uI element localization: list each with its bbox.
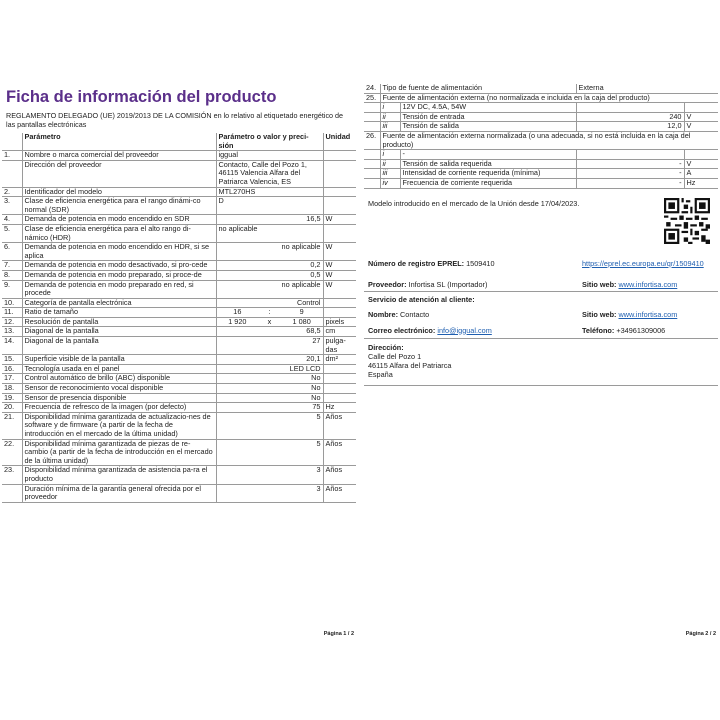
table-row: 2. Identificador del modelo MTL270HS: [2, 187, 356, 197]
table-row: 6. Demanda de potencia en modo encendido en HDR, si se aplica no aplicable W: [2, 243, 356, 261]
supplier-info: Modelo introducido en el mercado de la Unión desde 17/04/2023. Número de registro EPREL: 1509410 https://eprel.ec.europa.eu/qr/1509410 Proveedor: Infortisa SL (Importador) Sitio web: www.infortisa.com Servicio de atención al cliente: Nombre: Contacto Sitio web: www.infortisa.com Correo electrónico: info@iggual.com Teléfono: +34961309006 Dirección: Calle del Pozo 1 46115 Alfara del Patriarca España: [364, 195, 718, 386]
page-title: Ficha de información del producto: [6, 88, 277, 106]
phone-number: +34961309006: [616, 325, 666, 335]
table-row: i 12V DC, 4.5A, 54W: [364, 103, 718, 113]
table-row: 21. Disponibilidad mínima garantizada de actualizacio-nes de software y de firmware (a partir de la fecha de introducción en el mercado de la última unidad) 5 Años: [2, 412, 356, 439]
table-row: 18. Sensor de reconocimiento vocal disponible No: [2, 384, 356, 394]
table-header: [2, 133, 356, 151]
table-row: 5. Clase de eficiencia energética para el alto rango di-námico (HDR) no aplicable: [2, 224, 356, 242]
table-row: 25. Fuente de alimentación externa (no normalizada e incluida en la caja del producto): [364, 93, 718, 103]
table-row: 8. Demanda de potencia en modo preparado, si proce-de 0,5 W: [2, 270, 356, 280]
eprel-link[interactable]: https://eprel.ec.europa.eu/qr/1509410: [582, 258, 704, 268]
header-unit: Unidad: [323, 133, 356, 151]
contact-name: Contacto: [400, 309, 430, 319]
table-row: 7. Demanda de potencia en modo desactivado, si pro-cede 0,2 W: [2, 261, 356, 271]
header-value: Parámetro o valor y preci-sión: [216, 133, 323, 151]
table-row: Dirección del proveedor Contacto, Calle del Pozo 1, 46115 Valencia Alfara del Patriarca Valencia, ES: [2, 160, 356, 187]
table-row: 19. Sensor de presencia disponible No: [2, 393, 356, 403]
address-block: Dirección: Calle del Pozo 1 46115 Alfara del Patriarca España: [368, 342, 452, 379]
product-info-table: [2, 133, 356, 503]
table-row: ii Tensión de entrada 240 V: [364, 112, 718, 122]
table-row: iii Tensión de salida 12,0 V: [364, 122, 718, 132]
table-row: 23. Disponibilidad mínima garantizada de asistencia pa-ra el producto 3 Años: [2, 466, 356, 484]
table-row: 20. Frecuencia de refresco de la imagen (por defecto) 75 Hz: [2, 403, 356, 413]
table-row: i -: [364, 150, 718, 160]
power-supply-table: [364, 84, 718, 189]
table-row: 9. Demanda de potencia en modo preparado en red, si procede no aplicable W: [2, 280, 356, 298]
table-row: iv Frecuencia de corriente requerida - Hz: [364, 178, 718, 188]
supplier-website-link[interactable]: www.infortisa.com: [618, 279, 678, 289]
table-row: 24. Tipo de fuente de alimentación Externa: [364, 84, 718, 93]
table-row: iii Intensidad de corriente requerida (mínima) - A: [364, 169, 718, 179]
email-link[interactable]: info@iggual.com: [437, 325, 492, 335]
market-introduction: Modelo introducido en el mercado de la Unión desde 17/04/2023.: [368, 198, 580, 208]
page-number: Página 2 / 2: [685, 631, 716, 637]
table-row: 15. Superficie visible de la pantalla 20,1 dm²: [2, 355, 356, 365]
customer-service-heading: Servicio de atención al cliente:: [368, 294, 475, 304]
header-param: Parámetro: [22, 133, 216, 151]
eprel-number: 1509410: [466, 258, 495, 268]
page-one: [2, 84, 356, 637]
page-two: [364, 83, 718, 637]
table-row: 4. Demanda de potencia en modo encendido en SDR 16,5 W: [2, 215, 356, 225]
regulation-subtitle: REGLAMENTO DELEGADO (UE) 2019/2013 DE LA COMISIÓN en lo relativo al etiquetado energético de las pantallas electrónicas: [6, 111, 344, 129]
supplier-name: Infortisa SL (Importador): [408, 279, 488, 289]
table-row: Duración mínima de la garantía general ofrecida por el proveedor 3 Años: [2, 484, 356, 502]
service-website-link[interactable]: www.infortisa.com: [618, 309, 678, 319]
table-row: ii Tensión de salida requerida - V: [364, 159, 718, 169]
page-number: Página 1 / 2: [323, 631, 354, 637]
table-row: 12. Resolución de pantalla 1 920 x 1 080 pixels: [2, 317, 356, 327]
table-row: 26. Fuente de alimentación externa normalizada (o una adecuada, si no está incluida en la caja del producto): [364, 131, 718, 149]
table-row: 3. Clase de eficiencia energética para el rango dinámi-co normal (SDR) D: [2, 197, 356, 215]
table-row: 11. Ratio de tamaño 16 : 9: [2, 308, 356, 318]
table-row: 17. Control automático de brillo (ABC) disponible No: [2, 374, 356, 384]
table-row: 1. Nombre o marca comercial del proveedor iggual: [2, 151, 356, 161]
qr-code-icon[interactable]: [664, 198, 710, 244]
table-row: 16. Tecnología usada en el panel LED LCD: [2, 364, 356, 374]
table-row: 13. Diagonal de la pantalla 68,5 cm: [2, 327, 356, 337]
table-row: 14. Diagonal de la pantalla 27 pulga-das: [2, 337, 356, 355]
table-row: 22. Disponibilidad mínima garantizada de piezas de re-cambio (a partir de la fecha de introducción en el mercado de la última unidad) 5 Años: [2, 439, 356, 466]
table-row: 10. Categoría de pantalla electrónica Control: [2, 298, 356, 308]
